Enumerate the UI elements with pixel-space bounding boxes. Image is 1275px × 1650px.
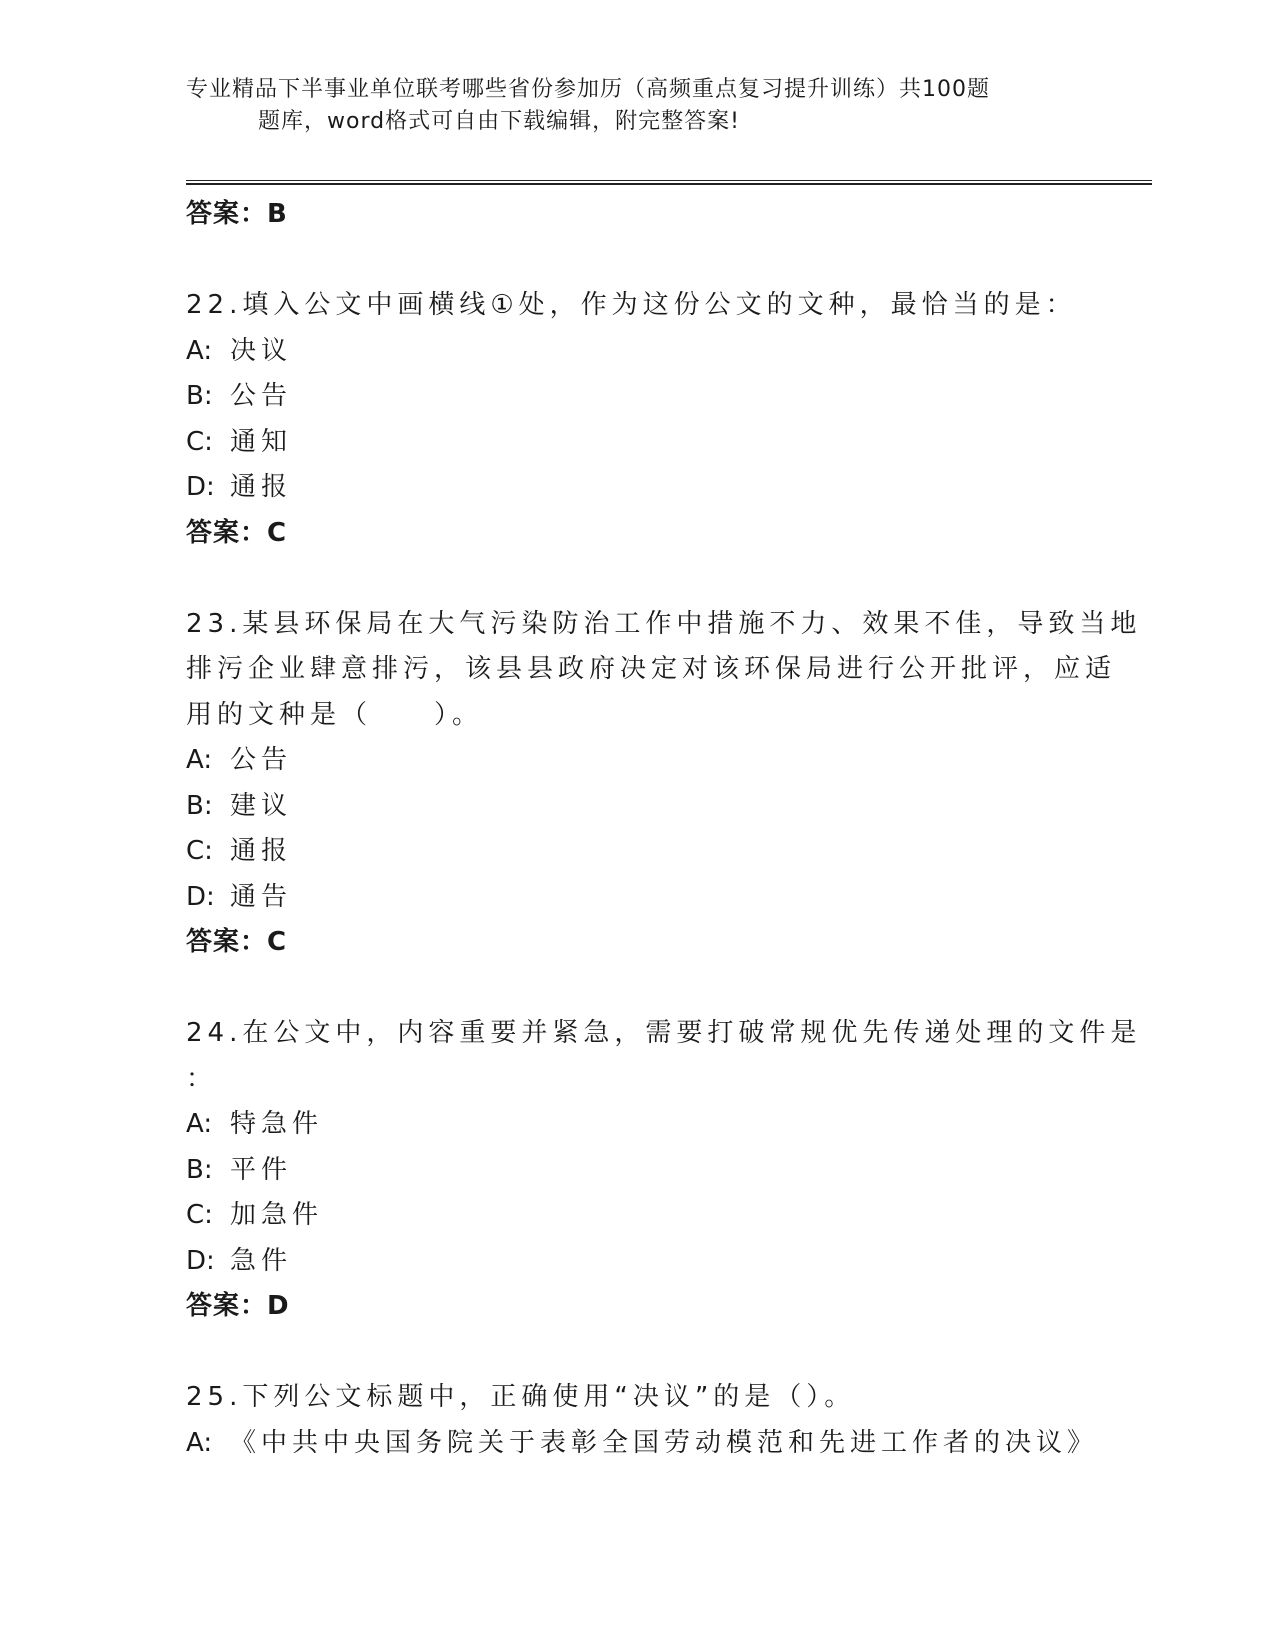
question-text-line: 22.填入公文中画横线①处，作为这份公文的文种，最恰当的是： bbox=[186, 290, 1077, 320]
option-key: C: bbox=[186, 836, 213, 866]
spacer bbox=[186, 966, 1086, 1012]
option-key: B: bbox=[186, 1154, 213, 1185]
option-text: 公告 bbox=[230, 381, 293, 411]
option-d bbox=[186, 1239, 1086, 1285]
option-key: D: bbox=[186, 1245, 215, 1276]
option-key: B: bbox=[186, 790, 213, 821]
option-text: 决议 bbox=[230, 335, 293, 366]
question-text-line: 23.某县环保局在大气污染防治工作中措施不力、效果不佳，导致当地 bbox=[186, 608, 1142, 639]
option-text: 《中共中央国务院关于表彰全国劳动模范和先进工作者的决议》 bbox=[230, 1427, 1099, 1458]
option-key: D: bbox=[186, 881, 215, 912]
option-b bbox=[186, 1148, 1086, 1194]
option-text: 加急件 bbox=[230, 1200, 324, 1230]
spacer bbox=[186, 556, 1086, 602]
option-text: 建议 bbox=[230, 790, 293, 821]
option-key: A: bbox=[186, 1109, 213, 1139]
option-a bbox=[186, 738, 1086, 784]
header-title-line2: 题库，word格式可自由下载编辑，附完整答案! bbox=[258, 109, 740, 134]
question-25 bbox=[186, 1375, 1099, 1466]
option-key: C: bbox=[186, 426, 213, 457]
option-key: A: bbox=[186, 1427, 213, 1458]
option-text: 急件 bbox=[230, 1245, 293, 1276]
option-b bbox=[186, 374, 1086, 420]
question-text-line: 24.在公文中，内容重要并紧急，需要打破常规优先传递处理的文件是 bbox=[186, 1018, 1142, 1048]
option-text: 通知 bbox=[230, 426, 293, 457]
option-key: D: bbox=[186, 472, 215, 502]
header-divider-thick bbox=[186, 183, 1152, 185]
option-d bbox=[186, 875, 1086, 921]
option-text: 通报 bbox=[230, 836, 293, 866]
question-text-line: 排污企业肆意排污，该县县政府决定对该环保局进行公开批评，应适 bbox=[186, 654, 1117, 684]
option-text: 通告 bbox=[230, 881, 293, 912]
question-text-line: 25.下列公文标题中，正确使用“决议”的是（）。 bbox=[186, 1382, 856, 1412]
question-24 bbox=[186, 1011, 1142, 1330]
option-c bbox=[186, 420, 1086, 466]
header-title-line1: 专业精品下半事业单位联考哪些省份参加历（高频重点复习提升训练）共100题 bbox=[186, 77, 990, 102]
option-a bbox=[186, 1102, 1086, 1148]
option-b bbox=[186, 784, 1086, 830]
spacer bbox=[186, 1330, 1086, 1376]
option-d bbox=[186, 465, 1086, 511]
spacer bbox=[186, 238, 1086, 284]
option-text: 平件 bbox=[230, 1154, 293, 1185]
previous-answer: 答案：B bbox=[186, 199, 288, 229]
question-23 bbox=[186, 602, 1142, 966]
header-divider-thin bbox=[186, 180, 1152, 181]
option-key: C: bbox=[186, 1200, 213, 1230]
option-key: A: bbox=[186, 745, 213, 775]
question-text-line: ： bbox=[186, 1063, 218, 1094]
answer: 答案：D bbox=[186, 1291, 290, 1321]
answer: 答案：C bbox=[186, 927, 288, 957]
option-key: A: bbox=[186, 335, 213, 366]
answer: 答案：C bbox=[186, 517, 288, 548]
option-c bbox=[186, 1193, 1086, 1239]
question-22 bbox=[186, 283, 1086, 556]
option-text: 特急件 bbox=[230, 1109, 324, 1139]
question-text-line: 用的文种是（ ）。 bbox=[186, 699, 484, 730]
option-a bbox=[186, 1421, 1099, 1467]
option-text: 公告 bbox=[230, 745, 293, 775]
option-a bbox=[186, 329, 1086, 375]
option-c bbox=[186, 829, 1086, 875]
page-header bbox=[186, 74, 1066, 138]
option-key: B: bbox=[186, 381, 213, 411]
option-text: 通报 bbox=[230, 472, 293, 502]
question-list bbox=[186, 192, 1142, 1466]
